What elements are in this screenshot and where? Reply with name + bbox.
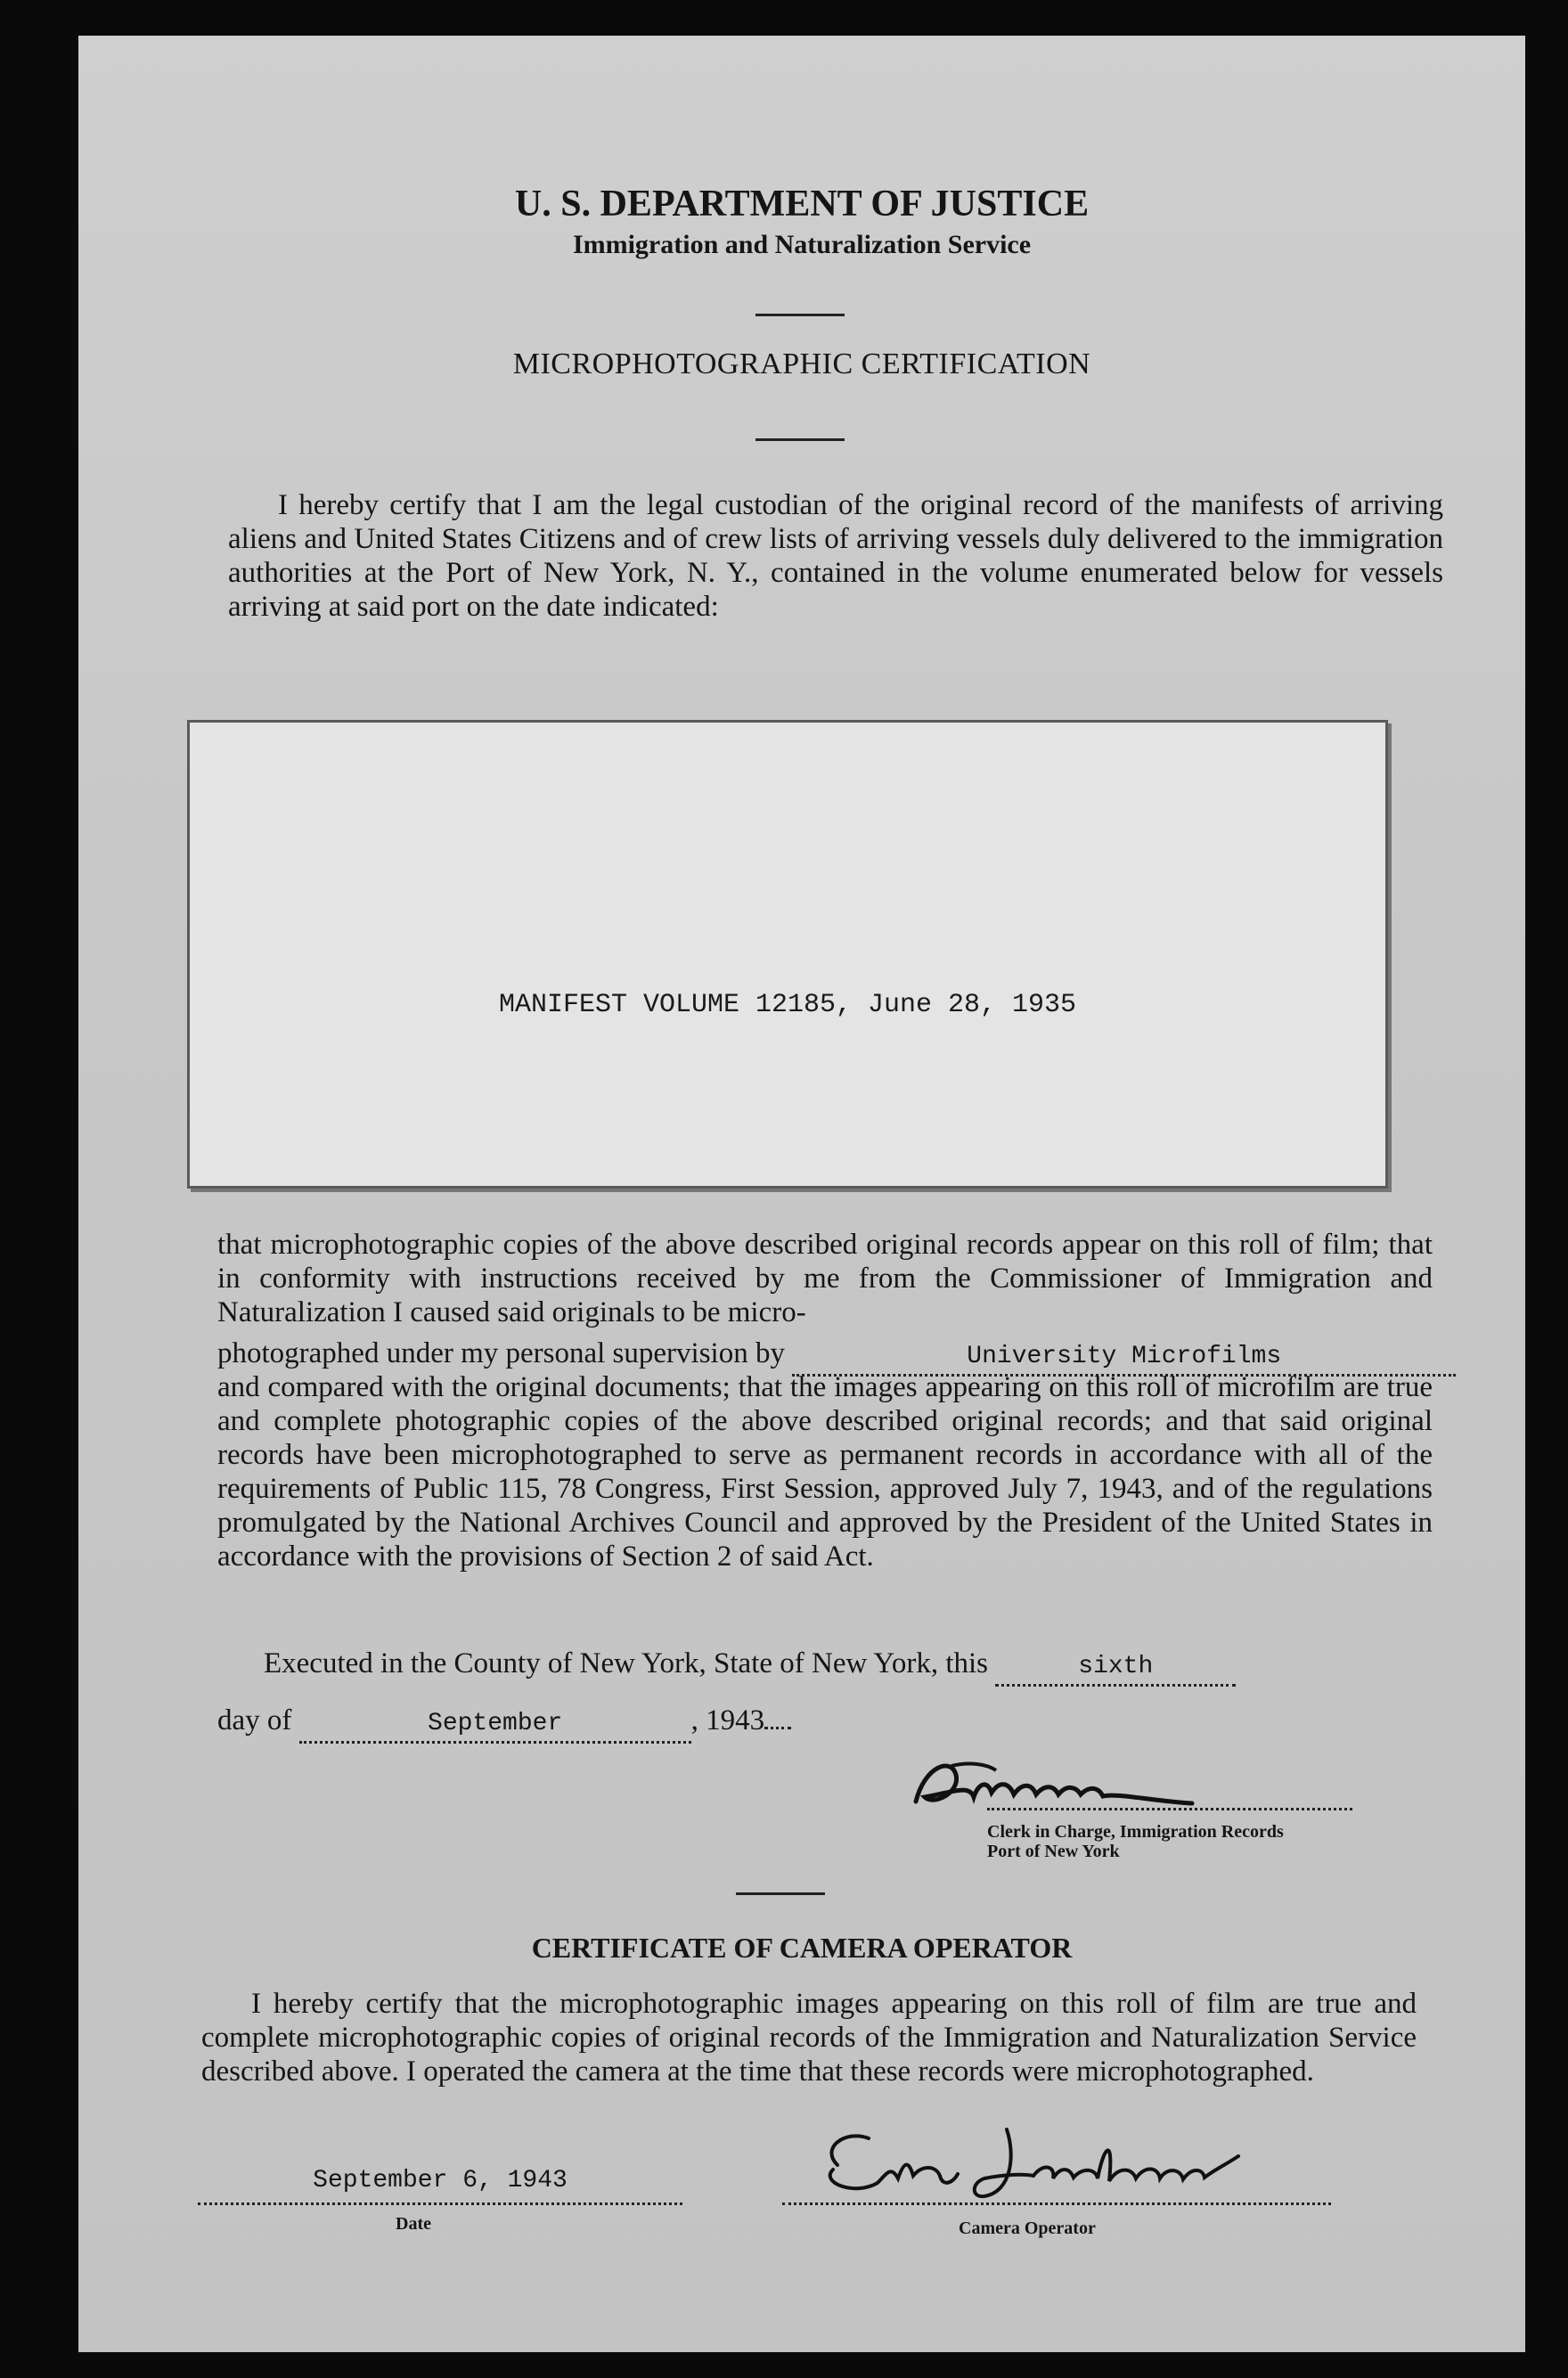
operator-signature-line xyxy=(782,2199,1331,2205)
certification-paragraph-1: that microphotographic copies of the above described original records appear on this roll of film; that in conformity with instructions received by me from the Commissioner of Immigration and Naturalization I caused said originals to be micro- xyxy=(217,1229,1433,1328)
execution-month: September xyxy=(428,1710,563,1737)
operator-date-label: Date xyxy=(396,2214,431,2234)
clerk-signature-line xyxy=(987,1804,1352,1810)
divider xyxy=(755,438,845,441)
service-heading: Immigration and Naturalization Service xyxy=(572,230,1032,259)
manifest-volume-label: MANIFEST VOLUME 12185, June 28, 1935 xyxy=(498,990,1077,1020)
execution-year: , 1943 xyxy=(690,1704,765,1737)
camera-operator-signature xyxy=(802,2112,1265,2210)
execution-text: Executed in the County of New York, State of New York, this xyxy=(264,1647,989,1679)
camera-operator-heading: CERTIFICATE OF CAMERA OPERATOR xyxy=(531,1932,1073,1964)
manifest-insert-card xyxy=(187,720,1388,1189)
camera-operator-paragraph: I hereby certify that the microphotographic images appearing on this roll of film are true and complete microphotographic copies of original records of the Immigration and Naturalization Service described above. I operated the camera at the time that these records were microphotographed. xyxy=(201,1988,1417,2088)
divider xyxy=(755,314,845,316)
certification-paragraph-2: and compared with the original documents; that the images appearing on this roll of microfilm are true and complete photographic copies of the above described original records; and that said original records have been microphotographed to serve as permanent records in accordance with all of the requirements of Public 115, 78 Congress, First Session, approved July 7, 1943, and of the regulations promulgated by the National Archives Council and approved by the President of the United States in accordance with the provisions of Section 2 of said Act. xyxy=(217,1371,1433,1573)
supervisor-value: University Microfilms xyxy=(967,1343,1282,1370)
operator-date-value: September 6, 1943 xyxy=(313,2167,568,2194)
operator-date-field xyxy=(198,2167,682,2205)
certificate-sheet xyxy=(78,36,1525,2352)
department-heading: U. S. DEPARTMENT OF JUSTICE xyxy=(514,184,1090,225)
day-of-label: day of xyxy=(217,1704,292,1737)
execution-day-field xyxy=(995,1647,1236,1687)
clerk-title: Clerk in Charge, Immigration Records xyxy=(987,1822,1284,1842)
certification-title: MICROPHOTOGRAPHIC CERTIFICATION xyxy=(512,347,1091,380)
operator-label: Camera Operator xyxy=(959,2219,1096,2238)
execution-line xyxy=(264,1647,1422,1687)
execution-month-field xyxy=(299,1704,691,1744)
divider xyxy=(736,1892,825,1895)
year-dots xyxy=(764,1727,791,1729)
clerk-location: Port of New York xyxy=(987,1842,1120,1861)
date-of-line xyxy=(217,1704,1108,1744)
intro-paragraph: I hereby certify that I am the legal custodian of the original record of the manifests of arriving aliens and United States Citizens and of crew lists of arriving vessels duly delivered to the immigration authorities at the Port of New York, N. Y., contained in the volume enumerated below for vessels arriving at said port on the date indicated: xyxy=(228,489,1443,623)
execution-day: sixth xyxy=(1078,1653,1154,1680)
supervision-prefix: photographed under my personal supervision by xyxy=(217,1337,785,1369)
